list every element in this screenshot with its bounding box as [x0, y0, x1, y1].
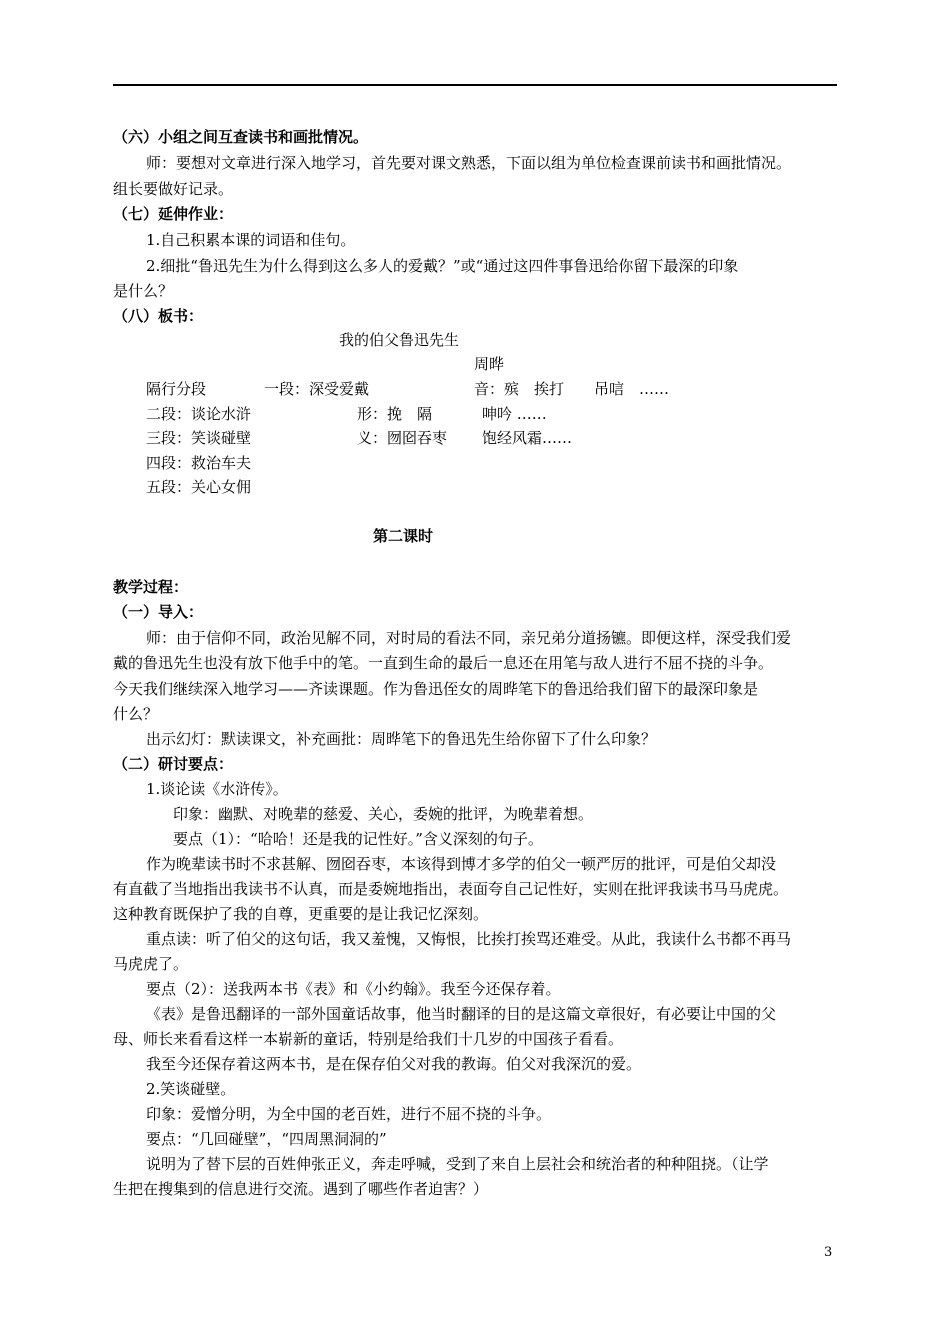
paragraph-line: 戴的鲁迅先生也没有放下他手中的笔。一直到生命的最后一息还在用笔与敌人进行不屈不挠的斗争。	[113, 654, 774, 672]
paragraph-line: 出示幻灯：默读课文，补充画批：周晔笔下的鲁迅先生给你留下了什么印象？	[146, 730, 657, 748]
paragraph-line: 印象：爱憎分明，为全中国的老百姓，进行不屈不挠的斗争。	[146, 1105, 552, 1123]
board-cell: 义：囫囵吞枣	[357, 429, 448, 447]
board-cell: 呻吟 ……	[482, 405, 547, 423]
list-item-continued: 是什么？	[113, 282, 174, 300]
paragraph-line: 我至今还保存着这两本书，是在保存伯父对我的教诲。伯父对我深沉的爱。	[146, 1055, 642, 1073]
list-item: 1.谈论读《水浒传》。	[146, 780, 288, 798]
paragraph-line: 有直截了当地指出我读书不认真，而是委婉地指出，表面夸自己记性好，实则在批评我读书马马虎虎。	[113, 880, 789, 898]
list-item: 1.自己积累本课的词语和佳句。	[146, 231, 356, 249]
board-cell: 四段：救治车夫	[146, 454, 252, 472]
paragraph-line: 什么？	[113, 705, 159, 723]
board-cell: 二段：谈论水浒	[146, 405, 252, 423]
process-heading: 教学过程：	[113, 578, 189, 596]
paragraph-line: 马虎虎了。	[113, 955, 189, 973]
board-cell: 饱经风霜……	[482, 429, 573, 447]
paragraph-line: 组长要做好记录。	[113, 180, 234, 198]
paragraph-line: 师：要想对文章进行深入地学习，首先要对课文熟悉，下面以组为单位检查课前读书和画批情况。	[146, 154, 792, 172]
paragraph-line: 说明为了替下层的百姓伸张正义，奔走呼喊，受到了来自上层社会和统治者的种种阻挠。（让学	[146, 1155, 769, 1173]
board-cell: 五段：关心女佣	[146, 478, 252, 496]
board-author: 周晔	[474, 355, 505, 373]
board-cell: 隔行分段	[146, 380, 207, 398]
paragraph-line: 作为晚辈读书时不求甚解、囫囵吞枣，本该得到博才多学的伯父一顿严厉的批评，可是伯父却没	[146, 855, 777, 873]
page-number: 3	[824, 1245, 833, 1260]
board-cell: 形：挽 隔	[357, 405, 433, 423]
board-cell: 三段：笑谈碰壁	[146, 429, 252, 447]
section-heading-7: （七）延伸作业：	[113, 205, 234, 223]
section-heading-8: （八）板书：	[113, 307, 204, 325]
paragraph-line: 《表》是鲁迅翻译的一部外国童话故事，他当时翻译的目的是这篇文章很好，有必要让中国的父	[146, 1005, 777, 1023]
list-item: 2.笑谈碰壁。	[146, 1080, 236, 1098]
paragraph-line: 师：由于信仰不同，政治见解不同，对时局的看法不同，亲兄弟分道扬镳。即便这样，深受我们爱	[146, 629, 792, 647]
paragraph-line: 今天我们继续深入地学习——齐读课题。作为鲁迅侄女的周晔笔下的鲁迅给我们留下的最深印象是	[113, 680, 759, 698]
board-title: 我的伯父鲁迅先生	[339, 331, 460, 349]
paragraph-line: 母、师长来看看这样一本崭新的童话，特别是给我们十几岁的中国孩子看看。	[113, 1030, 624, 1048]
paragraph-line: 要点：“几回碰壁”，“四周黑洞洞的”	[146, 1130, 387, 1148]
paragraph-line: 生把在搜集到的信息进行交流。遇到了哪些作者迫害？）	[113, 1180, 489, 1198]
board-cell: 一段：深受爱戴	[264, 380, 370, 398]
lesson-title: 第二课时	[373, 527, 434, 545]
paragraph-line: 要点（2）：送我两本书《表》和《小约翰》。我至今还保存着。	[146, 980, 561, 998]
section-heading-discuss: （二）研讨要点：	[113, 755, 234, 773]
paragraph-line: 印象：幽默、对晚辈的慈爱、关心，委婉的批评，为晚辈着想。	[173, 805, 594, 823]
paragraph-line: 重点读：听了伯父的这句话，我又羞愧，又悔恨，比挨打挨骂还难受。从此，我读什么书都不再马	[146, 930, 792, 948]
section-heading-intro: （一）导入：	[113, 603, 204, 621]
paragraph-line: 这种教育既保护了我的自尊，更重要的是让我记忆深刻。	[113, 905, 489, 923]
list-item: 2.细批“鲁迅先生为什么得到这么多人的爱戴？”或“通过这四件事鲁迅给你留下最深的印象	[146, 257, 739, 275]
paragraph-line: 要点（1）：“哈哈！还是我的记性好。”含义深刻的句子。	[173, 830, 543, 848]
board-cell: 音：殡 挨打 吊唁 ……	[474, 380, 670, 398]
header-rule	[113, 84, 837, 86]
section-heading-6: （六）小组之间互查读书和画批情况。	[113, 128, 369, 146]
